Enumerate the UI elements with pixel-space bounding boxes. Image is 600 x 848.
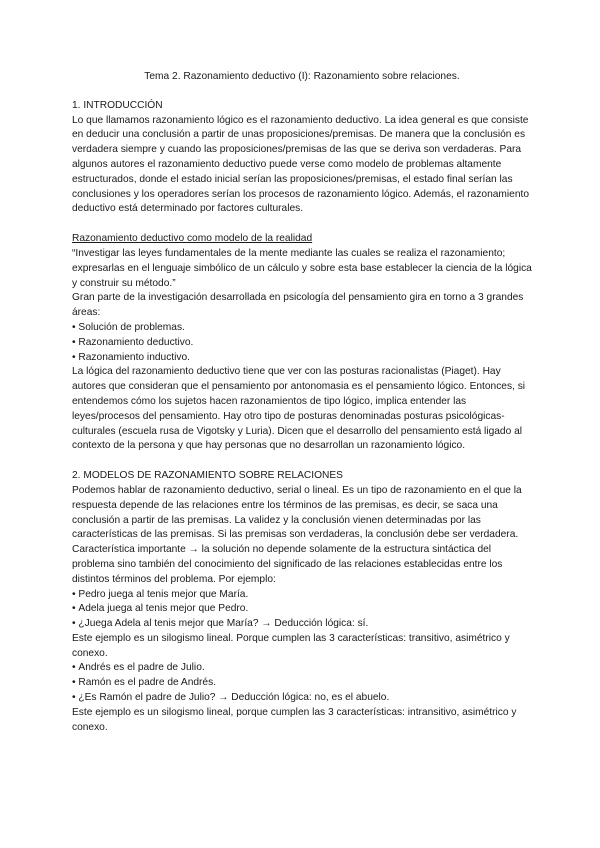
subsection-heading: Razonamiento deductivo como modelo de la realidad — [72, 233, 313, 245]
document-title: Tema 2. Razonamiento deductivo (I): Razonamiento sobre relaciones. — [144, 71, 460, 82]
section-1-paragraph-3: La lógica del razonamiento deductivo tiene que ver con las posturas racionalistas (Piaget). Hay autores que consideran que el pensamiento por antonomasia es el pensamiento lógico. Entonces, si entendemos cómo los sujetos hacen razonamientos de tipo lógico, implica entender las leyes/procesos del pensamiento. Hay otro tipo de posturas denominadas posturas psicológicas-culturales (escuela rusa de Vigotsky y Luria). Dicen que el desarrollo del pensamiento está ligado al contexto de la persona y que hay personas que no desarrollan un razonamiento lógico. — [72, 366, 526, 452]
section-2-paragraph-4: Este ejemplo es un silogismo lineal, porque cumplen las 3 características: intransitivo, asimétrico y conexo. — [72, 706, 517, 733]
example-1-list — [72, 588, 532, 632]
list-item: • ¿Juega Adela al tenis mejor que María? → Deducción lógica: sí. — [72, 617, 532, 632]
section-2-heading: 2. MODELOS DE RAZONAMIENTO SOBRE RELACIONES — [72, 470, 343, 482]
spacer — [72, 454, 532, 469]
list-item: • Andrés es el padre de Julio. — [72, 661, 532, 676]
spacer — [72, 217, 532, 232]
section-2-paragraph-3: Este ejemplo es un silogismo lineal. Porque cumplen las 3 características: transitivo, asimétrico y conexo. — [72, 632, 510, 659]
section-1-paragraph-1: Lo que llamamos razonamiento lógico es el razonamiento deductivo. La idea general es que consiste en deducir una conclusión a partir de unas proposiciones/premisas. De manera que la conclusión es verdadera siempre y cuando las proposiciones/premisas de las que se deriva son verdaderas. Para algunos autores el razonamiento deductivo puede verse como modelo de problemas altamente estructurados, donde el estado inicial serían las proposiciones/premisas, el estado final serían las conclusiones y los operadores serían los procesos de razonamiento lógico. Además, el razonamiento deductivo está determinado por factores culturales. — [72, 114, 529, 215]
section-1-heading: 1. INTRODUCCIÓN — [72, 99, 163, 111]
list-item: • Razonamiento deductivo. — [72, 336, 532, 351]
quote-paragraph: “Investigar las leyes fundamentales de la mente mediante las cuales se realiza el razonamiento; expresarlas en el lenguaje simbólico de un cálculo y sobre esta base establecer la ciencia de la lógica y construir su método.” — [72, 247, 532, 289]
section-2-paragraph-1: Podemos hablar de razonamiento deductivo, serial o lineal. Es un tipo de razonamiento en el que la respuesta depende de las relaciones entre los términos de las premisas, es decir, se saca una conclusión a partir de las premisas. La validez y la conclusión vienen determinadas por las características de las premisas. Si las premisas son verdaderas, la conclusión debe ser verdadera. — [72, 484, 522, 541]
list-item: • Pedro juega al tenis mejor que María. — [72, 588, 532, 603]
areas-list — [72, 321, 532, 365]
list-item: • Adela juega al tenis mejor que Pedro. — [72, 602, 532, 617]
list-item: • Ramón es el padre de Andrés. — [72, 676, 532, 691]
document-page — [72, 70, 532, 735]
section-2-paragraph-2: Característica importante → la solución no depende solamente de la estructura sintáctica del problema sino también del conocimiento del significado de las relaciones establecidas entre los distintos términos del problema. Por ejemplo: — [72, 544, 503, 585]
list-item: • ¿Es Ramón el padre de Julio? → Deducción lógica: no, es el abuelo. — [72, 691, 532, 706]
example-2-list — [72, 661, 532, 705]
list-item: • Razonamiento inductivo. — [72, 351, 532, 366]
section-1-paragraph-2: Gran parte de la investigación desarrollada en psicología del pensamiento gira en torno a 3 grandes áreas: — [72, 292, 524, 319]
list-item: • Solución de problemas. — [72, 321, 532, 336]
